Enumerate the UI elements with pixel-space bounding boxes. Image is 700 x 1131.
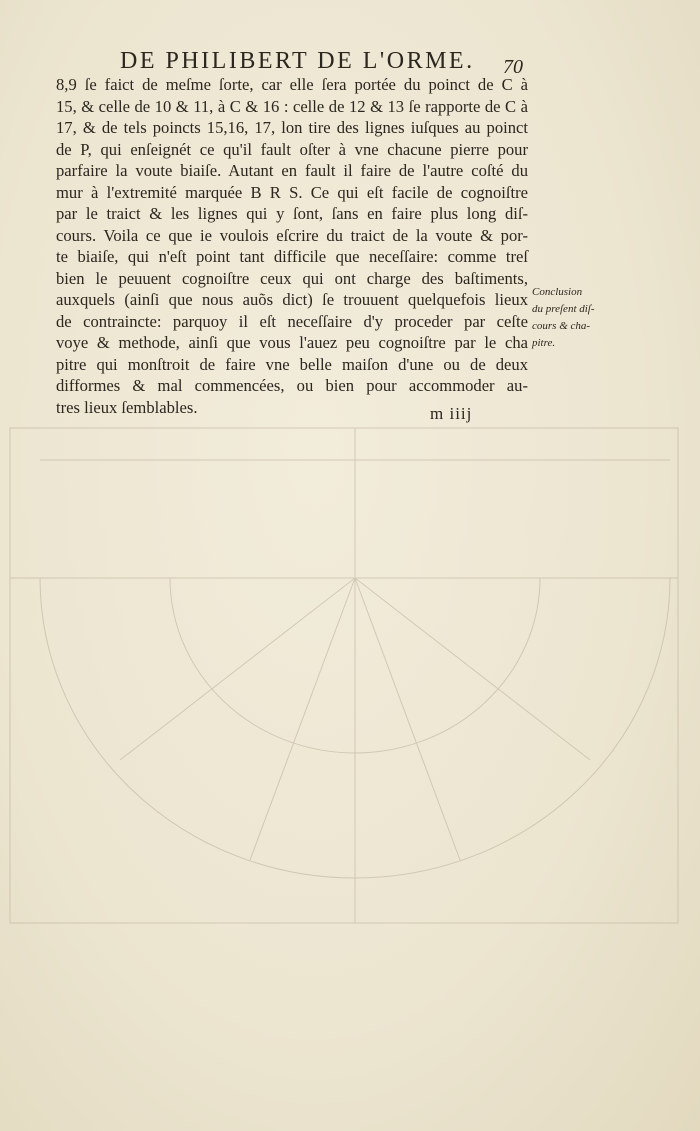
text-line: te biaiſe, qui n'eſt point tant difficile que neceſſaire: comme treſ: [56, 247, 528, 266]
margin-note-line: du preſent diſ-: [532, 303, 595, 315]
text-line: 8,9 ſe faict de meſme ſorte, car elle ſera portée du poinct de C à: [56, 75, 528, 94]
text-line: 15, & celle de 10 & 11, à C & 16 : celle de 12 & 13 ſe rapporte de C à: [56, 96, 528, 116]
text-line: cours. Voila ce que ie voulois eſcrire du traict de la voute & por-: [56, 225, 528, 245]
text-line: auxquels (ainſi que nous auõs dict) ſe trouuent quelquefois lieux: [56, 290, 528, 309]
text-line: par le traict & les lignes qui y ſont, ſans en faire plus long diſ-: [56, 204, 528, 223]
text-line: parfaire la voute biaiſe. Autant en fault il faire de l'autre coſté du: [56, 161, 528, 180]
text-line: mur à l'extremité marquée B R S. Ce qui eſt facile de cognoiſtre: [56, 182, 528, 202]
text-line: voye & methode, ainſi que vous l'auez peu cognoiſtre par le cha: [56, 333, 528, 352]
margin-note: [532, 284, 622, 352]
running-title: DE PHILIBERT DE L'ORME.: [120, 48, 475, 74]
text-line: de P, qui enſeignét ce qu'il fault oſter à vne chacune pierre pour: [56, 139, 528, 159]
margin-note-line: pitre.: [532, 337, 556, 349]
text-line: tres lieux ſemblables.: [56, 397, 198, 417]
text-line: bien le peuuent cognoiſtre ceux qui ont charge des baſtiments,: [56, 268, 528, 288]
page-number: 70: [503, 56, 523, 78]
margin-note-line: Conclusion: [532, 286, 583, 298]
text-line: difformes & mal commencées, ou bien pour accommoder au-: [56, 376, 528, 395]
text-line: 17, & de tels poincts 15,16, 17, lon tire des lignes iuſques au poinct: [56, 118, 528, 137]
signature-mark: m iiij: [430, 404, 473, 423]
main-paragraph: [56, 74, 528, 418]
text-line: pitre qui monſtroit de faire vne belle maiſon d'une ou de deux: [56, 354, 528, 374]
text-line: de contraincte: parquoy il eſt neceſſaire d'y proceder par ceſte: [56, 311, 528, 331]
margin-note-line: cours & cha-: [532, 320, 591, 332]
